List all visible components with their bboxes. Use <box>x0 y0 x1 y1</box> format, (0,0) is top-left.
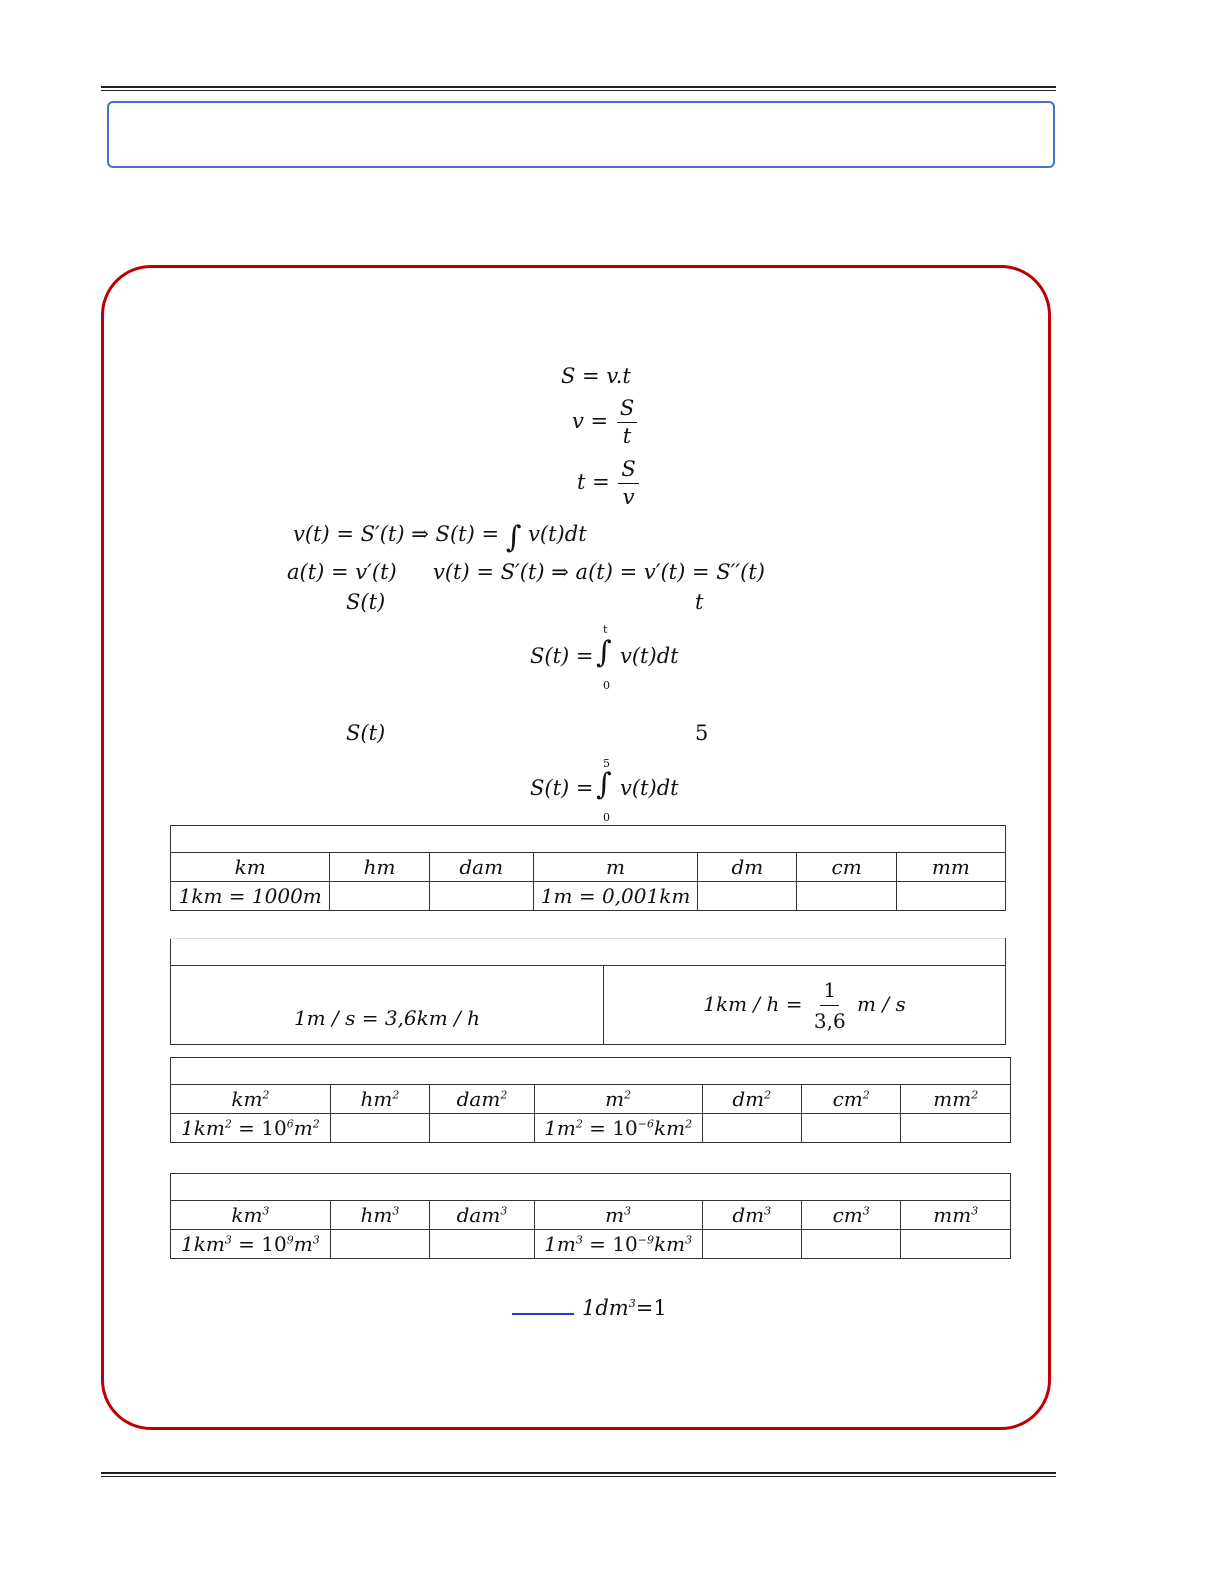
exponent: 3 <box>624 1204 632 1218</box>
exponent: 3 <box>392 1204 400 1218</box>
cell-cm <box>797 882 896 911</box>
numerator: S <box>617 398 637 423</box>
header-mm3 <box>901 1201 1011 1230</box>
table-row <box>171 1114 1011 1143</box>
cell-dm <box>698 882 797 911</box>
exponent: 3 <box>862 1204 870 1218</box>
speed-table-title-row <box>171 939 1006 966</box>
cell-empty <box>801 1114 900 1143</box>
unit-label: cm <box>832 1203 863 1227</box>
header-m2 <box>534 1085 702 1114</box>
header-dm2 <box>702 1085 801 1114</box>
exponent: 2 <box>312 1117 320 1131</box>
exponent: 2 <box>764 1088 772 1102</box>
numerator: S <box>618 459 638 484</box>
cell-mm <box>896 882 1005 911</box>
speed-unit: m / s <box>857 991 906 1016</box>
unit-label: cm <box>832 1087 863 1111</box>
header-dam: dam <box>429 853 533 882</box>
integral-2-lhs: S(t) = <box>530 776 594 800</box>
formula-derivative <box>293 520 587 555</box>
denominator: v <box>622 485 635 509</box>
length-table-title-row <box>171 826 1006 853</box>
label-s-of-t-2: S(t) <box>346 721 386 745</box>
header-dam3 <box>430 1201 534 1230</box>
area-table <box>170 1057 1011 1143</box>
header-m: m <box>533 853 697 882</box>
integral-2-upper: 5 <box>603 757 610 770</box>
header-km2 <box>171 1085 331 1114</box>
formula-derivative-lhs: v(t) = S′(t) ⇒ S(t) = <box>293 522 500 546</box>
cell-empty <box>801 1230 900 1259</box>
cell-km2 <box>171 1114 331 1143</box>
exponent: 3 <box>312 1233 320 1247</box>
denominator: 3,6 <box>813 1008 846 1033</box>
exponent: 3 <box>500 1204 508 1218</box>
value-part: = 10 <box>582 1232 638 1256</box>
formula-distance: S = v.t <box>561 364 631 388</box>
cell-m2 <box>534 1114 702 1143</box>
cell-m3 <box>534 1230 702 1259</box>
unit-label: dm <box>732 1203 765 1227</box>
exponent: 3 <box>685 1233 693 1247</box>
volume-table <box>170 1173 1011 1259</box>
formula-time-lhs: t = <box>577 470 610 494</box>
fraction <box>617 398 637 447</box>
header-m3 <box>534 1201 702 1230</box>
exponent: 6 <box>286 1117 294 1131</box>
table-row <box>171 1201 1011 1230</box>
numerator: 1 <box>820 978 839 1006</box>
value-part: 1km <box>181 1116 225 1140</box>
integral-1-lower: 0 <box>603 679 610 692</box>
exponent: 2 <box>262 1088 270 1102</box>
integral-1-lhs: S(t) = <box>530 644 594 668</box>
integral-icon: ∫ <box>596 767 612 802</box>
liter-equivalence <box>582 1298 667 1319</box>
header-cm2 <box>801 1085 900 1114</box>
exponent: 3 <box>764 1204 772 1218</box>
cell-hm <box>330 882 429 911</box>
liter-rhs: =1 <box>635 1296 667 1320</box>
unit-label: hm <box>360 1087 393 1111</box>
area-table-title-row <box>171 1058 1011 1085</box>
exponent: 2 <box>224 1117 232 1131</box>
header-dm: dm <box>698 853 797 882</box>
header-hm: hm <box>330 853 429 882</box>
cell-empty <box>702 1230 801 1259</box>
value-part: 1m <box>544 1116 576 1140</box>
exponent: 3 <box>971 1204 979 1218</box>
table-row <box>171 966 1006 1045</box>
unit-label: m <box>605 1203 625 1227</box>
denominator: t <box>622 424 632 448</box>
label-t: t <box>695 590 704 614</box>
cell-empty <box>430 1230 534 1259</box>
exponent: 2 <box>392 1088 400 1102</box>
table-row <box>171 1085 1011 1114</box>
unit-label: dam <box>456 1203 501 1227</box>
formula-derivative-rhs: v(t)dt <box>528 522 587 546</box>
speed-table <box>170 938 1006 1045</box>
label-s-of-t: S(t) <box>346 590 386 614</box>
formula-acceleration-a: a(t) = v′(t) <box>287 560 397 584</box>
exponent: 3 <box>262 1204 270 1218</box>
formula-velocity <box>572 398 639 447</box>
exponent: 3 <box>224 1233 232 1247</box>
unit-label: km <box>231 1203 263 1227</box>
exponent: −6 <box>637 1117 654 1131</box>
unit-label: km <box>231 1087 263 1111</box>
liter-lhs: 1dm <box>582 1296 629 1320</box>
exponent: 2 <box>862 1088 870 1102</box>
value-part: = 10 <box>231 1116 287 1140</box>
header-box <box>107 101 1055 168</box>
unit-label: mm <box>933 1203 972 1227</box>
speed-lhs: 1km / h = <box>703 991 803 1016</box>
unit-label: m <box>605 1087 625 1111</box>
formula-velocity-lhs: v = <box>572 409 609 433</box>
header-hm3 <box>330 1201 429 1230</box>
exponent: 2 <box>500 1088 508 1102</box>
cell-empty <box>901 1230 1011 1259</box>
header-km: km <box>171 853 330 882</box>
header-hm2 <box>330 1085 429 1114</box>
cell-dam <box>429 882 533 911</box>
exponent: 2 <box>685 1117 693 1131</box>
unit-label: dam <box>456 1087 501 1111</box>
top-rule <box>101 86 1056 91</box>
value-part: km <box>653 1232 686 1256</box>
value-part: = 10 <box>231 1232 287 1256</box>
exponent: 9 <box>286 1233 294 1247</box>
header-dm3 <box>702 1201 801 1230</box>
fraction <box>811 978 849 1033</box>
exponent: 2 <box>624 1088 632 1102</box>
value-part: 1km <box>181 1232 225 1256</box>
unit-label: mm <box>933 1087 972 1111</box>
table-row <box>171 1230 1011 1259</box>
integral-1-upper: t <box>603 623 608 636</box>
integral-2-rhs: v(t)dt <box>620 776 679 800</box>
exponent: 2 <box>971 1088 979 1102</box>
header-cm: cm <box>797 853 896 882</box>
bottom-rule <box>101 1472 1056 1477</box>
exponent: 3 <box>628 1297 636 1310</box>
exponent: 2 <box>575 1117 583 1131</box>
exponent: 3 <box>575 1233 583 1247</box>
table-row <box>171 853 1006 882</box>
cell-empty <box>430 1114 534 1143</box>
table-row <box>171 882 1006 911</box>
cell-empty <box>901 1114 1011 1143</box>
value-part: 1m <box>544 1232 576 1256</box>
header-km3 <box>171 1201 331 1230</box>
unit-label: dm <box>732 1087 765 1111</box>
header-mm: mm <box>896 853 1005 882</box>
length-table <box>170 825 1006 911</box>
value-part: m <box>293 1116 313 1140</box>
integral-icon: ∫ <box>505 520 522 555</box>
cell-empty <box>330 1114 429 1143</box>
formula-time <box>577 459 641 508</box>
value-part: m <box>293 1232 313 1256</box>
speed-ms-to-kmh: 1m / s = 3,6km / h <box>171 966 604 1045</box>
integral-1-rhs: v(t)dt <box>620 644 679 668</box>
speed-kmh-to-ms <box>604 966 1006 1045</box>
cell-empty <box>330 1230 429 1259</box>
header-mm2 <box>901 1085 1011 1114</box>
unit-label: hm <box>360 1203 393 1227</box>
exponent: −9 <box>637 1233 654 1247</box>
value-part: km <box>653 1116 686 1140</box>
label-five: 5 <box>695 721 709 745</box>
integral-icon: ∫ <box>596 635 612 670</box>
formula-acceleration-b: v(t) = S′(t) ⇒ a(t) = v′(t) = S′′(t) <box>433 560 766 584</box>
cell-km3 <box>171 1230 331 1259</box>
header-dam2 <box>430 1085 534 1114</box>
volume-table-title-row <box>171 1174 1011 1201</box>
cell-km: 1km = 1000m <box>171 882 330 911</box>
integral-2-lower: 0 <box>603 811 610 824</box>
cell-m: 1m = 0,001km <box>533 882 697 911</box>
cell-empty <box>702 1114 801 1143</box>
fraction <box>618 459 638 508</box>
header-cm3 <box>801 1201 900 1230</box>
value-part: = 10 <box>582 1116 638 1140</box>
hyperlink-underline[interactable] <box>512 1313 574 1315</box>
